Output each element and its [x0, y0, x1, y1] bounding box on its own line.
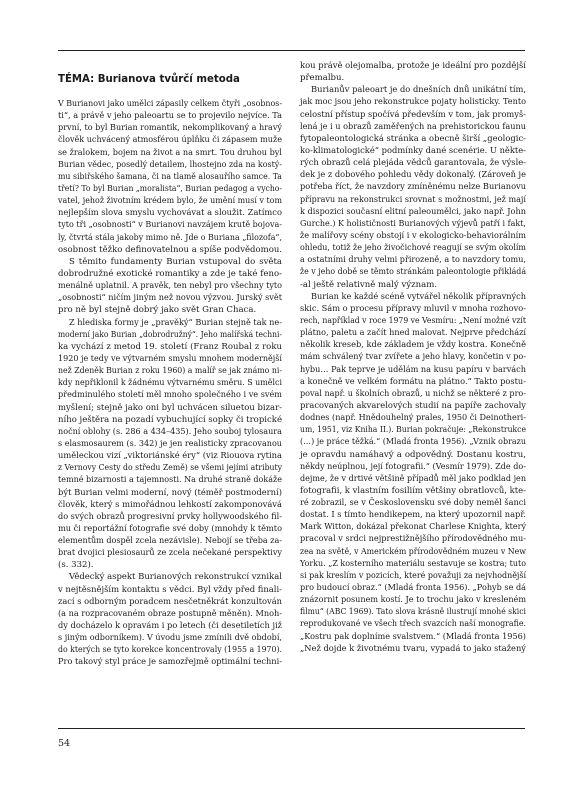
text-line: že malířovy scény obstojí i v ekologicko-behaviorálním	[300, 230, 526, 241]
text-line: V Burianovi jako umělci zápasily celkem čtyři „osobnos-	[58, 99, 282, 109]
text-line: (a na rozpracovaném obraze postupně měněn). Mnoh-	[58, 608, 283, 619]
text-line: osobnost těžko definovatelnou a spíše podvědomou.	[58, 244, 283, 255]
text-line: k dispozici současní elitní paleoumělci, jako např. John	[300, 206, 526, 217]
bottom-rule	[58, 728, 525, 729]
text-line: rých obrazů celá plejáda vědců garantovala, že výsle-	[300, 158, 527, 169]
text-line: potřeba říct, že navzdory zmíněnému nelze Burianovu	[300, 182, 527, 193]
text-line: temné bizarnosti a tajemnosti. Na druhé straně dokáže	[58, 475, 283, 486]
text-line: z Vernovy Cesty do středu Země) se všemi jejími atributy	[58, 463, 283, 474]
text-line: plátno, paletu a začít hned malovat. Nejprve předchází	[300, 328, 526, 339]
text-line: první, to byl Burian romantik, nekomplikovaný a hravý	[58, 123, 283, 134]
text-line: Pro takový styl práce je samozřejmě optimální techni-	[58, 657, 283, 668]
right-column	[300, 60, 526, 655]
text-line: tyto tři „osobnosti“ v Burianovi navzájem krutě bojova-	[58, 220, 282, 231]
text-line: třetí? To byl Burian „moralista“, Burian pedagog a vycho-	[58, 183, 283, 194]
text-line: dodnes (např. Hnědouhelný prales, 1950 či Deinotheri-	[300, 413, 527, 424]
text-line: zea na světě, v Americkém přírodovědném muzeu v New	[300, 546, 527, 557]
text-line: Gurche.) K holističnosti Burianových výjevů patří i fakt,	[300, 218, 526, 229]
text-line: Z hlediska formy je „pravěký“ Burian stejně tak ne-	[69, 317, 283, 328]
text-line: (s. 332).	[58, 560, 94, 571]
text-line: s elasmosaurem (s. 342) je jen realisticky zpracovanou	[58, 438, 283, 449]
text-line: přípravu na rekonstrukci srovnat s možnostmi, jež mají	[300, 194, 526, 205]
text-line: S těmito fundamenty Burian vstupoval do světa	[69, 256, 282, 267]
text-line: hybu… Pak teprve je udělám na kusu papíru v barvách	[300, 364, 526, 375]
text-line: skic. Sám o procesu přípravy mluvil v mnoha rozhovo-	[300, 303, 526, 314]
text-line: Vědecký aspekt Burianových rekonstrukcí vznikal	[69, 572, 282, 583]
text-line: mu sibiřského šamana, či na tlamě alosauřího samce. Ta	[58, 171, 282, 182]
text-line: pracovaných akvarelových studií na papíře zachovaly	[300, 400, 527, 411]
text-line: Burianův paleoart je do dnešních dnů unikátní tím,	[311, 85, 527, 96]
text-line: pro ně byl stejně dobrý jako svět Gran Chaca.	[58, 305, 257, 316]
text-line: mu či reportážní fotografie své doby (mnohdy k těmto	[58, 523, 283, 534]
text-line: filmu“ (ABC 1969). Tato slova krásně ilustrují mnohé skici	[300, 607, 527, 618]
text-line: kdy nepřiklonil k žádnému výtvarnému směru. S umělci	[58, 378, 283, 389]
text-line: „Než dojde k životnému tvaru, vypadá to jako stažený	[300, 643, 527, 654]
text-line: s jiným odborníkem). V úvodu jsme zmínili dvě období,	[58, 633, 282, 644]
text-line: někdy neúplnou, její fotografii.“ (Vesmír 1979). Zde do-	[300, 461, 527, 472]
text-line: fytopaleontologická stránka a obecně širší „geologic-	[300, 133, 527, 144]
text-line: si pak kreslím v pozicích, které považuji za nejvhodnější	[300, 570, 527, 581]
text-line: do svých obrazů progresivní prvky hollywoodského fil-	[58, 511, 283, 522]
text-line: dostat. I s tímto hendikepem, na který upozornil např.	[300, 510, 527, 521]
text-line: Burian vědec, posedlý detailem, lhostejno zda na kostý-	[58, 159, 282, 170]
text-line: přemalbu.	[300, 73, 345, 84]
text-line: dejme, že v drtivé většině případů měl jako podklad jen	[300, 473, 527, 484]
text-line: člověk, který s mimořádnou lehkostí zakomponovává	[58, 499, 282, 510]
text-line: předminulého století měl mnoho společného i ve svém	[58, 390, 283, 401]
left-column	[58, 60, 282, 669]
text-line: ka vychází z metod 19. století (Franz Roubal z roku	[58, 341, 283, 352]
top-rule	[58, 50, 525, 51]
text-line: -al ještě relativně malý význam.	[300, 279, 438, 290]
text-line: myšlení; stejně jako oni byl uchvácen siluetou bizar-	[58, 402, 283, 413]
text-line: Yorku. „Z kosterního materiálu sestavuje se kostra; tuto	[300, 558, 527, 569]
text-line: menálně uplatnil. A pravěk, ten nebyl pro všechny tyto	[58, 281, 283, 292]
text-line: do kterých se tyto korekce koncentrovaly (1955 a 1970).	[58, 645, 283, 656]
text-line: noční oblohy (s. 286 a 434–435). Jeho souboj tylosaura	[58, 426, 283, 437]
text-line: ly, čtvrtá stála jakoby mimo ně. Jde o Buriana „filozofa“,	[58, 232, 282, 243]
text-line: ko-klimatologické“ podmínky dané scenérie. U někte-	[300, 145, 526, 156]
text-line: znázornit posunem kostí. Je to trochu jako v kresleném	[300, 595, 527, 606]
text-line: celostní přístup spočívá především v tom, jak promyš-	[300, 109, 526, 120]
text-line: nejlepším slova smyslu vychovávat a sloužit. Zatímco	[58, 208, 282, 219]
text-line: dy docházelo k opravám i po letech (či desetiletích již	[58, 621, 282, 632]
text-line: než Zdeněk Burian z roku 1960) a malíř se jak známo ni-	[58, 366, 282, 377]
text-line: zací s odborným poradcem nesčetněkrát konzultován	[58, 596, 282, 607]
text-line: moderní jako Burian „dobrodružný“. Jeho malířská techni-	[58, 329, 282, 340]
text-line: fotografii, k vlastním fosiliím většiny obratlovců, kte-	[300, 485, 526, 496]
text-line: pracoval v srdci nejprestižnějšího přírodovědného mu-	[300, 534, 526, 545]
text-line: v nejtěsnějším kontaktu s vědci. Byl vždy před finali-	[58, 584, 283, 595]
page-number: 54	[58, 738, 71, 749]
text-line: že v jeho době se těmto stránkám paleontologie přikládá	[300, 267, 527, 278]
text-line: vatel, jehož životním krédem bylo, že umění musí v tom	[58, 196, 283, 207]
text-line: ti“, a právě v jeho paleoartu se to projevilo nejvíce. Ta	[58, 111, 283, 122]
text-line: být Burian velmi moderní, nový (téměř postmoderní)	[58, 487, 282, 498]
text-line: (…) je práce těžká.“ (Mladá fronta 1956). „Vznik obrazu	[300, 437, 526, 448]
section-heading: TÉMA: Burianova tvůrčí metoda	[58, 74, 240, 85]
text-line: člověk uchvácený atmosférou úplňku či zápasem muže	[58, 135, 282, 146]
text-line: lená je i u obrazů zaměřených na prehistorickou faunu	[300, 121, 527, 132]
text-line: ré zobrazil, se v Československu své doby neměl šanci	[300, 498, 527, 509]
right-column-text	[300, 60, 526, 655]
text-line: a konečně ve velkém formátu na plátno.“ Takto postu-	[300, 376, 526, 387]
text-line: ohledu, totiž že jeho živočichové reagují se svým okolím	[300, 243, 526, 254]
text-line: kou právě olejomalba, protože je ideální pro pozdější	[300, 61, 526, 71]
text-line: mám schválený tvar zvířete a jeho hlavy, končetin v po-	[300, 352, 526, 363]
text-line: ního ještěra na pozadí vybuchující sopky či tropické	[58, 414, 283, 425]
text-line: Burian ke každé scéně vytvářel několik přípravných	[311, 291, 527, 302]
text-line: pro budoucí obraz.“ (Mladá fronta 1956). „Pohyb se dá	[300, 583, 527, 594]
text-line: poval např. u školních obrazů, u nichž se některé z pro-	[300, 388, 527, 399]
text-line: a ostatními druhy velmi přirozeně, a to navzdory tomu,	[300, 255, 526, 266]
text-line: několik kreseb, kde základem je vždy kostra. Konečně	[300, 340, 527, 351]
left-column-text	[58, 98, 282, 669]
text-line: elementům dospěl zcela nezávisle). Nebojí se třeba za-	[58, 536, 283, 547]
text-line: um, 1951, viz Kniha II.). Burian pokračuje: „Rekonstrukce	[300, 425, 527, 436]
text-line: brat dvojici plesiosaurů ze zcela nečekané perspektivy	[58, 548, 282, 559]
text-line: uměleckou vizí „viktoriánské éry“ (viz Riouova rytina	[58, 451, 282, 462]
text-line: jak moc jsou jeho rekonstrukce pojaty holisticky. Tento	[300, 97, 527, 108]
text-line: „osobnosti“ ničím jiným než novou výzvou. Jurský svět	[58, 293, 282, 304]
text-line: „Kostru pak doplníme svalstvem.“ (Mladá fronta 1956)	[300, 631, 526, 642]
text-line: se žralokem, bojem na život a na smrt. Tou druhou byl	[58, 147, 283, 158]
text-line: dek je z dobového pohledu vědy dokonalý. (Zároveň je	[300, 170, 527, 181]
text-line: dobrodružné exotické romantiky a zde je také feno-	[58, 268, 283, 279]
text-line: Mark Witton, dokázal překonat Charlese Knighta, který	[300, 522, 526, 533]
text-line: reprodukované ve všech třech svazcích naší monografie.	[300, 619, 526, 630]
text-line: je opravdu namáhavý a odpovědný. Dostanu kostru,	[300, 449, 526, 460]
text-line: 1920 je tedy ve výtvarném smyslu mnohem modernější	[58, 353, 282, 364]
text-line: rech, například v roce 1979 ve Vesmíru: „Není možné vzít	[300, 315, 526, 326]
